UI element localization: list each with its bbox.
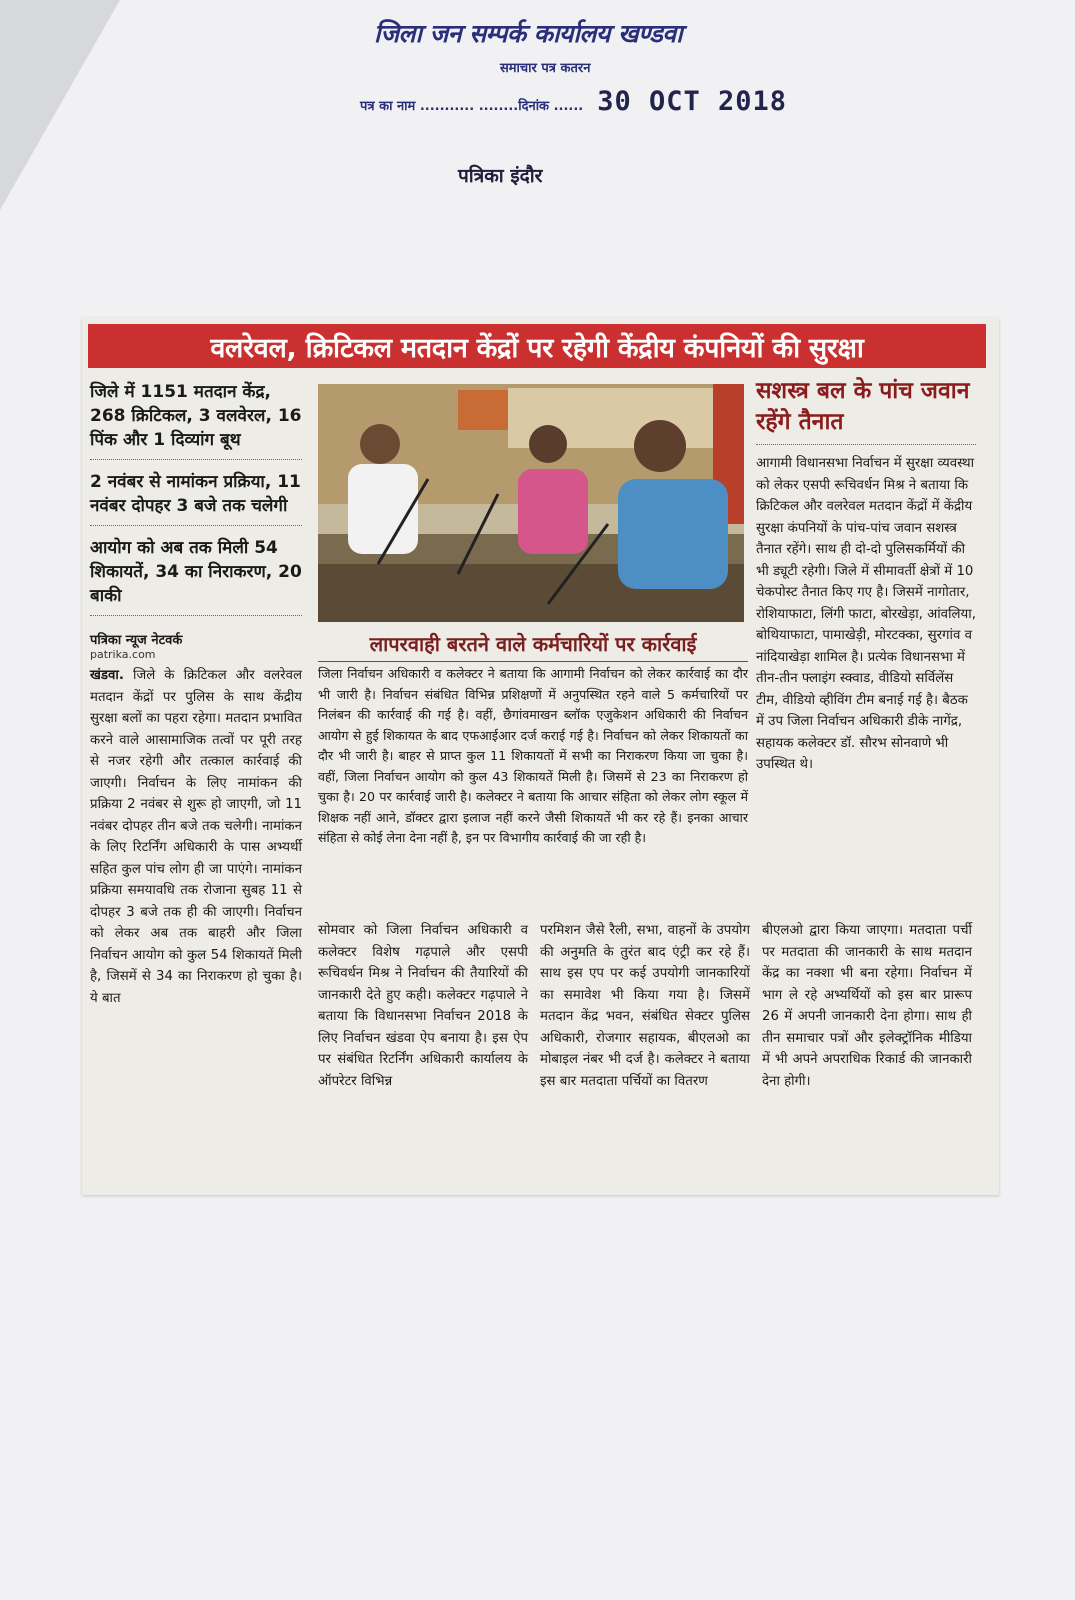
highlight-3: आयोग को अब तक मिली 54 शिकायतें, 34 का निराकरण, 20 बाकी [90, 532, 302, 616]
stamp-subtitle: समाचार पत्र कतरन [500, 61, 591, 76]
office-stamp [360, 16, 920, 117]
highlight-1: जिले में 1151 मतदान केंद्र, 268 क्रिटिकल, 3 वलवेरल, 16 पिंक और 1 दिव्यांग बूथ [90, 376, 302, 460]
stamp-date-label: दिनांक ...... [518, 99, 584, 114]
right-headline: सशस्त्र बल के पांच जवान रहेंगे तैनात [756, 376, 976, 445]
news-clipping [82, 318, 999, 1195]
bottom-column-1: सोमवार को जिला निर्वाचन अधिकारी व कलेक्टर विशेष गढ़पाले और एसपी रूचिवर्धन मिश्र ने निर्वाचन की तैयारियों की जानकारी देते हुए कही। कलेक्टर गढ़पाले ने बताया कि विधानसभा निर्वाचन 2018 के लिए निर्वाचन खंडवा ऐप बनाया है। इस ऐप पर संबंधित रिटर्निंग अधिकारी कार्यालय के ऑपरेटर विभिन्न [318, 923, 528, 1089]
bottom-column-3: बीएलओ द्वारा किया जाएगा। मतदाता पर्ची पर मतदाता की जानकारी के साथ मतदान केंद्र का नक्शा भी बना रहेगा। निर्वाचन में भाग ले रहे अभ्यर्थियों को इस बार प्रारूप 26 में अपनी जानकारी देना होगा। साथ ही तीन समाचार पत्रों और इलेक्ट्रॉनिक मीडिया में भी अपने अपराधिक रिकार्ड की जानकारी देना होगी। [762, 923, 972, 1089]
left-body-text: जिले के क्रिटिकल और वलरेवल मतदान केंद्रों पर पुलिस के साथ केंद्रीय सुरक्षा बलों का पहरा रहेगा। मतदान प्रभावित करने वाले आसामाजिक तत्वों पर पूरी तरह से नजर रहेगी और तत्काल कार्रवाई की जाएगी। निर्वाचन के लिए नामांकन की प्रक्रिया 2 नवंबर से शुरू हो जाएगी, जो 11 नवंबर दोपहर तीन बजे तक चलेगी। नामांकन के लिए रिटर्निंग अधिकारी के पास अभ्यर्थी सहित कुल पांच लोग ही जा पाएंगे। नामांकन प्रक्रिया समयावधि तक रोजाना सुबह 11 से दोपहर 3 बजे तक ही की जाएगी। निर्वाचन को लेकर अब तक बाहरी और जिला निर्वाचन आयोग को कुल 54 शिकायतें मिली है, जिसमें से 34 का निराकरण हो चुका है। ये बात [90, 668, 302, 1006]
stamp-office-name: जिला जन सम्पर्क कार्यालय खण्डवा [374, 19, 683, 48]
bottom-column-2: परमिशन जैसे रैली, सभा, वाहनों के उपयोग की अनुमति के तुरंत बाद एंट्री कर रहे हैं। साथ इस एप पर कई उपयोगी जानकारियों का समावेश भी किया गया है। जिसमें मतदान केंद्र भवन, संबंधित सेक्टर पुलिस अधिकारी, रोजगार सहायक, बीएलओ का मोबाइल नंबर भी दर्ज है। कलेक्टर ने बताया इस बार मतदाता पर्चियों का वितरण [540, 923, 750, 1089]
bottom-columns [318, 920, 978, 1092]
right-column [756, 376, 976, 776]
stamp-paper-label: पत्र का नाम ........... ........ [360, 99, 519, 114]
left-body [90, 665, 302, 1009]
meeting-photo [318, 384, 744, 622]
left-column [90, 376, 302, 1009]
page-corner-fold [0, 0, 120, 210]
center-body: जिला निर्वाचन अधिकारी व कलेक्टर ने बताया कि आगामी निर्वाचन को लेकर कार्रवाई का दौर भी जारी है। निर्वाचन संबंधित विभिन्न प्रशिक्षणों में अनुपस्थित रहने वाले 5 कर्मचारियों पर निलंबन की कार्रवाई की गई है। वहीं, छैगांवमाखन ब्लॉक एजुकेशन अधिकारी की निर्वाचन आयोग से हुई शिकायत के बाद एफआईआर दर्ज कराई गई है। निर्वाचन को लेकर शिकायतों का दौर भी जारी है। बाहर से प्राप्त कुल 11 शिकायतों में सभी का निराकरण किया जा चुका है। वहीं, जिला निर्वाचन आयोग को कुल 43 शिकायतें मिली है। जिसमें से 23 का निराकरण हो चुका है। 20 पर कार्रवाई जारी है। कलेक्टर ने बताया कि आचार संहिता को लेकर लोग स्कूल में शिक्षक नहीं आने, डॉक्टर द्वारा इलाज नहीं करने जैसी शिकायतें भी कर रहे हैं। इनका आचार संहिता से कोई लेना देना नहीं है, इन पर विभागीय कार्रवाई की जा रही है। [318, 666, 748, 845]
stamp-date: 30 OCT 2018 [597, 86, 788, 117]
newspaper-name: पत्रिका इंदौर [458, 165, 543, 187]
byline: पत्रिका न्यूज नेटवर्क [90, 633, 183, 648]
sub-headline: लापरवाही बरतने वाले कर्मचारियों पर कार्रवाई [318, 630, 748, 662]
dateline: खंडवा. [90, 668, 124, 683]
website: patrika.com [90, 648, 156, 661]
stamp-line [360, 86, 920, 117]
right-body: आगामी विधानसभा निर्वाचन में सुरक्षा व्यवस्था को लेकर एसपी रूचिवर्धन मिश्र ने बताया कि क्रिटिकल और वलरेवल मतदान केंद्रों में केंद्रीय सुरक्षा कंपनियों के पांच-पांच जवान सशस्त्र तैनात रहेंगे। साथ ही दो-दो पुलिसकर्मियों की भी ड्यूटी रहेगी। जिले में सीमावर्ती क्षेत्रों में 10 चेकपोस्ट तैनात किए गए है। जिसमें नागोतार, रोशियाफाटा, लिंगी फाटा, बोरखेड़ा, आंवलिया, बोथियाफाटा, पामाखेड़ी, मोरटक्का, सुरगांव व नांदियाखेड़ा शामिल है। प्रत्येक विधानसभा में तीन-तीन फ्लाइंग स्क्वाड, वीडियो सर्विलेंस टीम, वीडियो व्हीविंग टीम बनाई गई है। बैठक में उप जिला निर्वाचन अधिकारी डीके नागेंद्र, सहायक कलेक्टर डॉ. सौरभ सोनवाणे भी उपस्थित थे। [756, 456, 976, 772]
main-headline: वलरेवल, क्रिटिकल मतदान केंद्रों पर रहेगी केंद्रीय कंपनियों की सुरक्षा [88, 324, 986, 368]
highlight-2: 2 नवंबर से नामांकन प्रक्रिया, 11 नवंबर दोपहर 3 बजे तक चलेगी [90, 466, 302, 526]
